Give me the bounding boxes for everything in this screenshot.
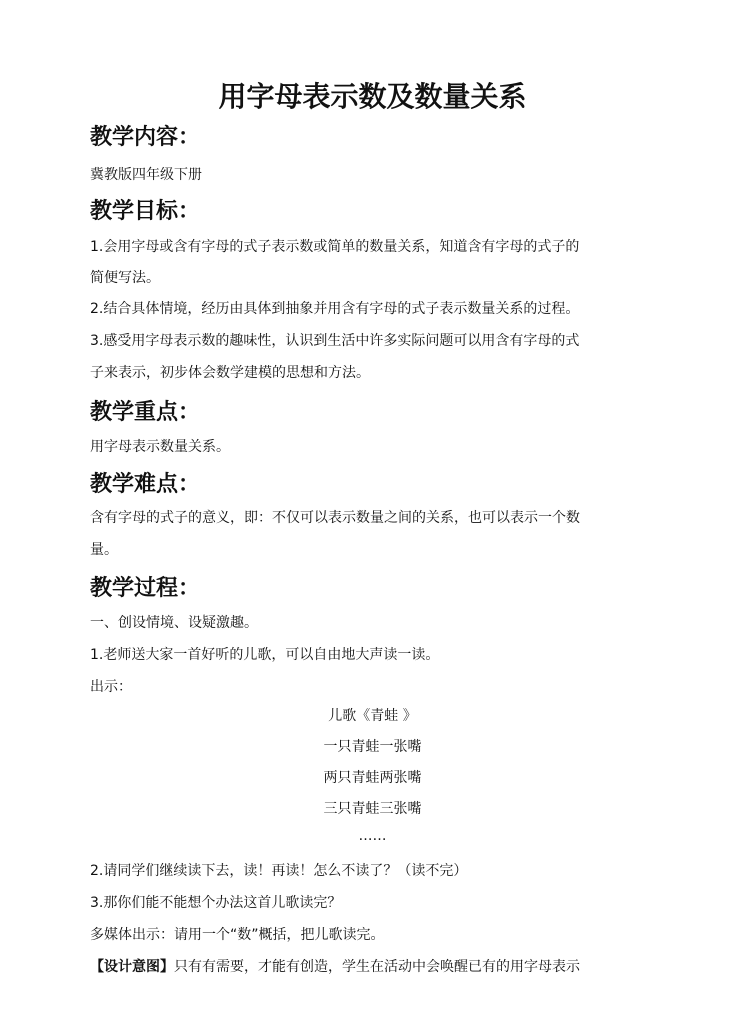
- difficulty-line: 含有字母的式子的意义，即：不仅可以表示数量之间的关系，也可以表示一个数: [90, 510, 580, 526]
- goal-line: 简便写法。: [90, 270, 160, 286]
- heading-teaching-content: 教学内容：: [90, 124, 201, 150]
- goal-line: 3.感受用字母表示数的趣味性，认识到生活中许多实际问题可以用含有字母的式: [90, 333, 580, 349]
- poem-line: 两只青蛙两张嘴: [323, 770, 422, 786]
- heading-teaching-process: 教学过程：: [90, 575, 201, 601]
- process-line: 一、创设情境、设疑激趣。: [90, 615, 258, 631]
- process-line: 3.那你们能不能想个办法这首儿歌读完？: [90, 895, 342, 911]
- design-intent-label: 【设计意图】: [90, 959, 174, 975]
- process-line: 多媒体出示：请用一个“数”概括，把儿歌读完。: [90, 927, 385, 943]
- heading-teaching-goals: 教学目标：: [90, 198, 201, 224]
- difficulty-line: 量。: [90, 542, 118, 558]
- process-line: 2.请同学们继续读下去，读！再读！怎么不读了？（读不完）: [90, 863, 468, 879]
- goal-line: 1.会用字母或含有字母的式子表示数或简单的数量关系，知道含有字母的式子的: [90, 239, 580, 255]
- key-point-line: 用字母表示数量关系。: [90, 439, 230, 455]
- heading-key-point: 教学重点：: [90, 399, 201, 425]
- process-line: 出示：: [90, 679, 132, 695]
- poem-line: 三只青蛙三张嘴: [323, 801, 422, 817]
- goal-line: 子来表示，初步体会数学建模的思想和方法。: [90, 365, 370, 381]
- content-line: 冀教版四年级下册: [90, 167, 202, 183]
- poem-ellipsis: ……: [358, 828, 387, 844]
- poem-line: 一只青蛙一张嘴: [323, 739, 422, 755]
- heading-difficulty: 教学难点：: [90, 471, 201, 497]
- goal-line: 2.结合具体情境，经历由具体到抽象并用含有字母的式子表示数量关系的过程。: [90, 301, 580, 317]
- process-line: 1.老师送大家一首好听的儿歌，可以自由地大声读一读。: [90, 647, 440, 663]
- design-intent-text: 只有有需要，才能有创造，学生在活动中会唤醒已有的用字母表示: [174, 959, 580, 975]
- document-title: 用字母表示数及数量关系: [218, 80, 527, 113]
- poem-title: 儿歌《青蛙 》: [328, 708, 417, 724]
- design-intent-line: [90, 957, 660, 977]
